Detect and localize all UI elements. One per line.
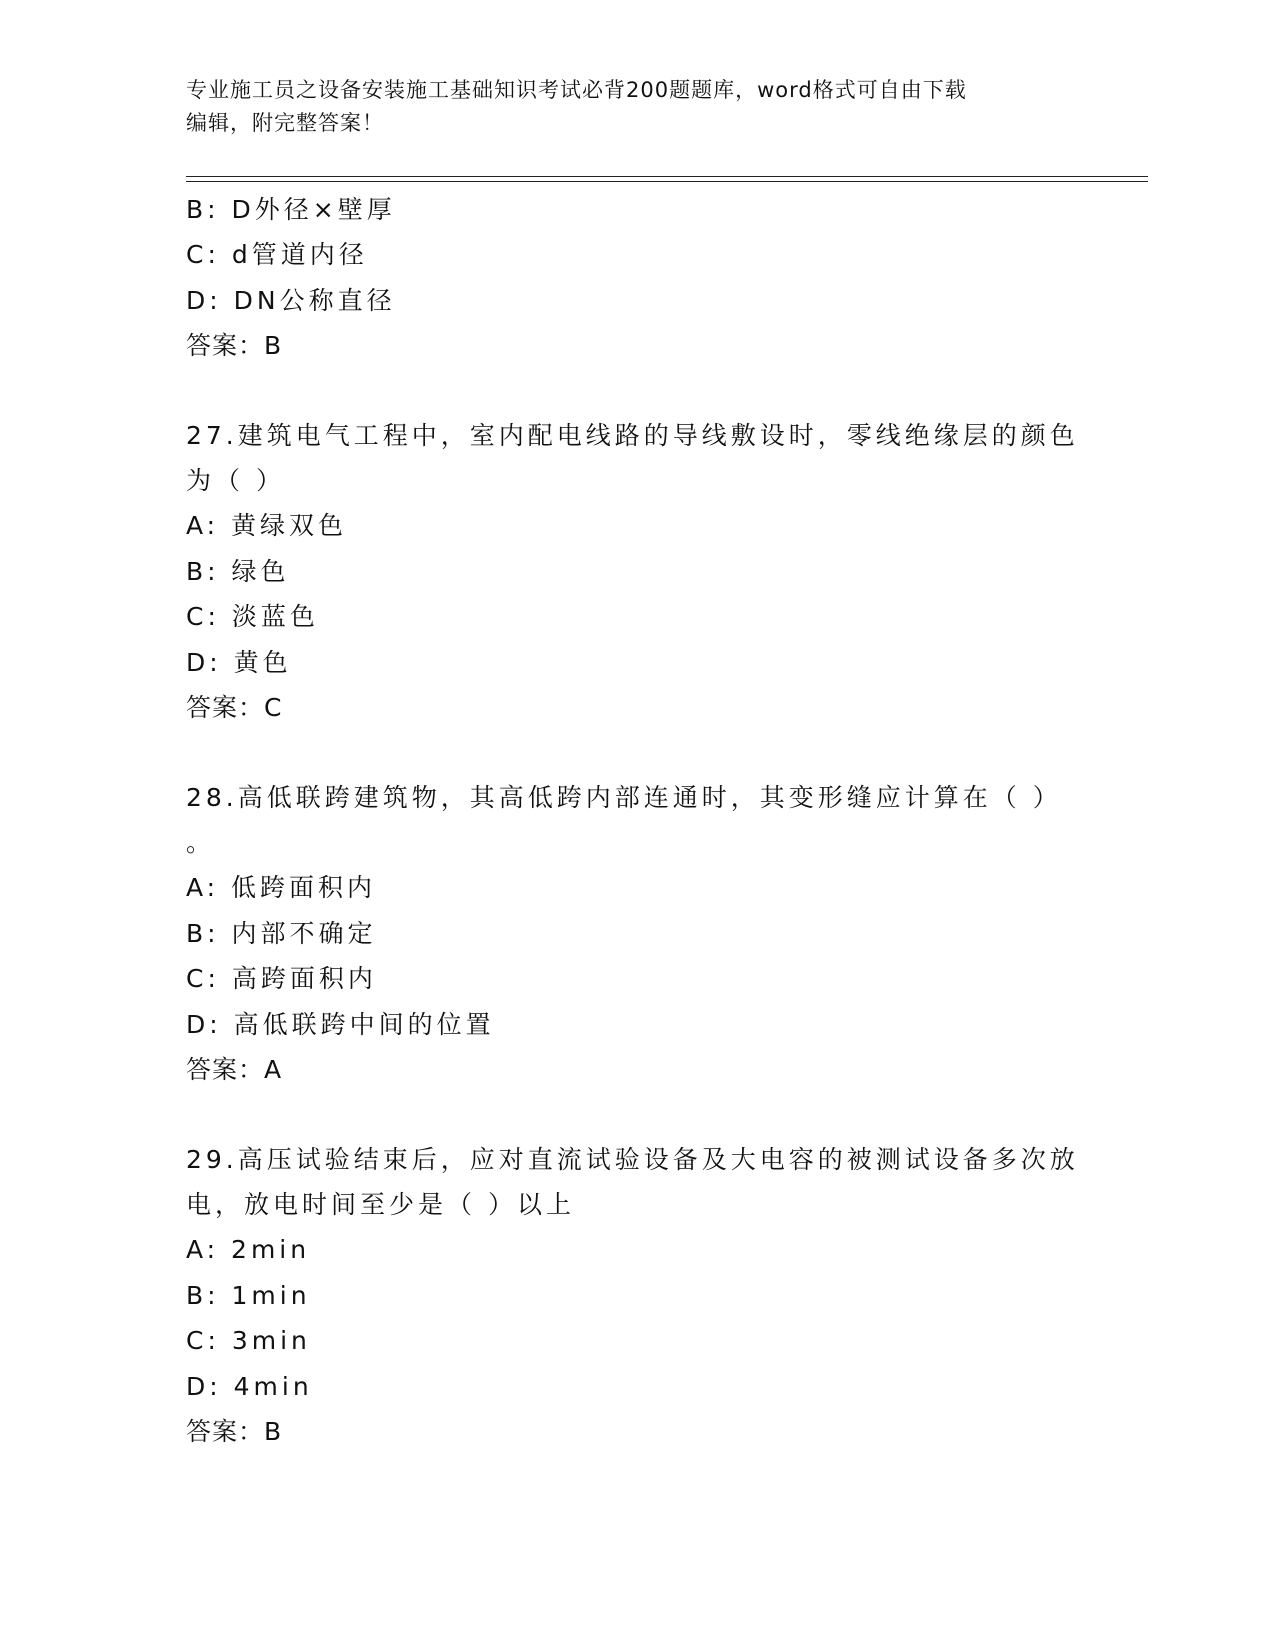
header-title-line-1: 专业施工员之设备安装施工基础知识考试必背200题题库，word格式可自由下载 [186,78,967,102]
q27-answer: 答案：C [186,693,283,722]
q26-option-d: D: DN公称直径 [186,286,396,315]
q27-stem-line-2: 为（ ） [186,466,285,495]
q27-stem-line-1: 27.建筑电气工程中，室内配电线路的导线敷设时，零线绝缘层的颜色 [186,421,1079,450]
header-divider-bottom [186,181,1148,182]
header-title-line-2: 编辑，附完整答案！ [186,111,384,135]
q28-stem-line-1: 28.高低联跨建筑物，其高低跨内部连通时，其变形缝应计算在（ ） [186,783,1062,812]
document-header [186,74,1066,140]
q27-option-b: B: 绿色 [186,557,290,586]
q28-answer: 答案：A [186,1055,283,1084]
q29-option-a: A: 2min [186,1235,311,1264]
header-divider-top [186,176,1148,177]
q29-option-d: D: 4min [186,1372,313,1401]
q28-stem-line-2: 。 [186,828,216,857]
q29-option-c: C: 3min [186,1326,311,1355]
q26-answer: 答案：B [186,331,283,360]
q27-option-c: C: 淡蓝色 [186,602,319,631]
q27-option-a: A: 黄绿双色 [186,511,348,540]
q29-stem-line-1: 29.高压试验结束后，应对直流试验设备及大电容的被测试设备多次放 [186,1145,1079,1174]
q29-answer: 答案：B [186,1417,283,1446]
q26-option-b: B: D外径×壁厚 [186,195,396,224]
q28-option-d: D: 高低联跨中间的位置 [186,1010,495,1039]
q29-stem-line-2: 电，放电时间至少是（ ）以上 [186,1190,575,1219]
q26-option-c: C: d管道内径 [186,240,368,269]
q28-option-b: B: 内部不确定 [186,919,377,948]
q29-option-b: B: 1min [186,1281,311,1310]
q27-option-d: D: 黄色 [186,648,292,677]
q28-option-c: C: 高跨面积内 [186,964,377,993]
q28-option-a: A: 低跨面积内 [186,873,377,902]
